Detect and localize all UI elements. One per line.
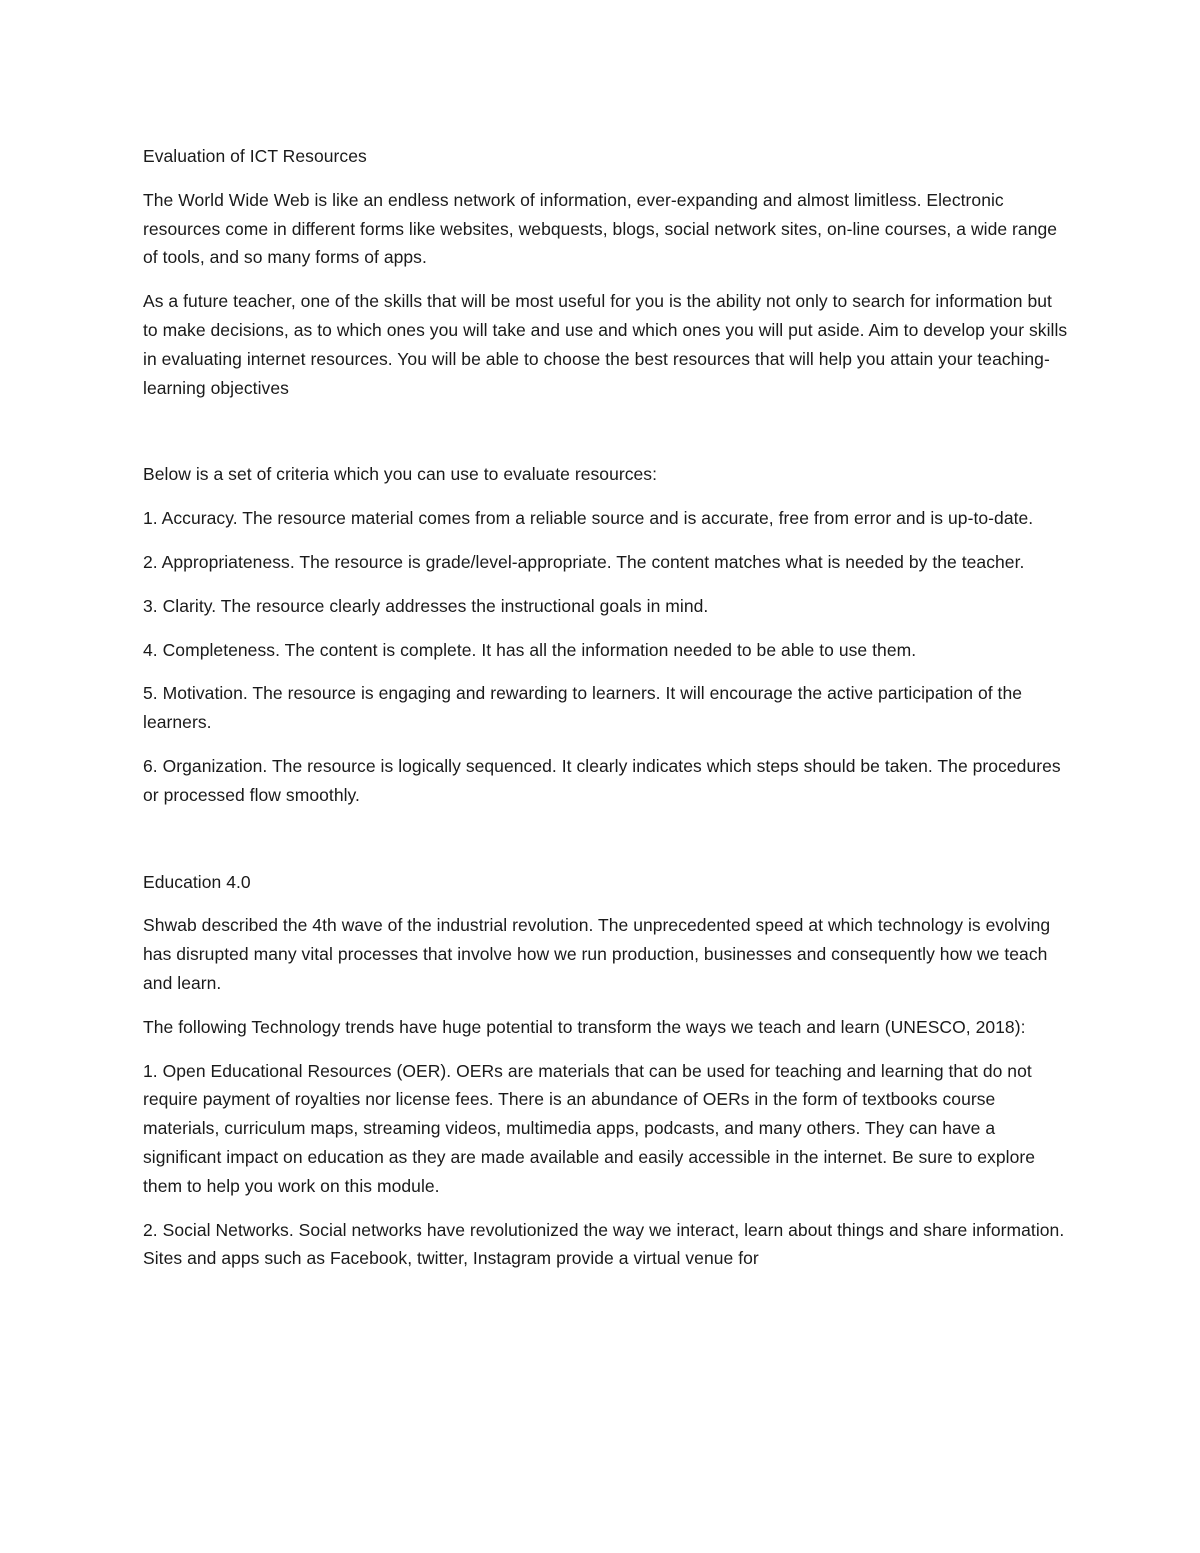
trend-item-social-networks: 2. Social Networks. Social networks have revolutionized the way we interact, learn about things and share information. Sites and apps such as Facebook, twitter, Instagram provide a virtual venue for bbox=[143, 1219, 1065, 1269]
criteria-item-clarity: 3. Clarity. The resource clearly addresses the instructional goals in mind. bbox=[143, 595, 709, 616]
criteria-item-accuracy: 1. Accuracy. The resource material comes from a reliable source and is accurate, free from error and is up-to-date. bbox=[143, 508, 1034, 529]
paragraph-spacer bbox=[143, 825, 1068, 868]
criteria-item-appropriateness: 2. Appropriateness. The resource is grade/level-appropriate. The content matches what is needed by the teacher. bbox=[143, 551, 1025, 572]
criteria-intro: Below is a set of criteria which you can use to evaluate resources: bbox=[143, 464, 658, 485]
section-heading-education-4: Education 4.0 bbox=[143, 871, 251, 892]
paragraph-spacer bbox=[143, 417, 1068, 460]
document-body bbox=[143, 142, 1068, 1288]
trend-item-oer: 1. Open Educational Resources (OER). OERs are materials that can be used for teaching and learning that do not require payment of royalties nor license fees. There is an abundance of OERs in the form of textbooks course materials, curriculum maps, streaming videos, multimedia apps, podcasts, and many others. They can have a significant impact on education as they are made available and easily accessible in the internet. Be sure to explore them to help you work on this module. bbox=[143, 1060, 1036, 1196]
paragraph-future-teacher: As a future teacher, one of the skills that will be most useful for you is the ability not only to search for information but to make decisions, as to which ones you will take and use and which ones you will put aside. Aim to develop your skills in evaluating internet resources. You will be able to choose the best resources that will help you attain your teaching-learning objectives bbox=[143, 291, 1068, 398]
section-heading-ict-resources: Evaluation of ICT Resources bbox=[143, 146, 367, 166]
criteria-item-completeness: 4. Completeness. The content is complete. It has all the information needed to be able to use them. bbox=[143, 639, 917, 660]
criteria-item-organization: 6. Organization. The resource is logically sequenced. It clearly indicates which steps should be taken. The procedures or processed flow smoothly. bbox=[143, 755, 1061, 805]
paragraph-industrial-revolution: Shwab described the 4th wave of the industrial revolution. The unprecedented speed at which technology is evolving has disrupted many vital processes that involve how we run production, businesses and consequently how we teach and learn. bbox=[143, 915, 1051, 993]
paragraph-technology-trends: The following Technology trends have huge potential to transform the ways we teach and learn (UNESCO, 2018): bbox=[143, 1016, 1026, 1037]
paragraph-world-wide-web: The World Wide Web is like an endless network of information, ever-expanding and almost limitless. Electronic resources come in different forms like websites, webquests, blogs, social network sites, on-line courses, a wide range of tools, and so many forms of apps. bbox=[143, 189, 1058, 268]
criteria-item-motivation: 5. Motivation. The resource is engaging and rewarding to learners. It will encourage the active participation of the learners. bbox=[143, 683, 1023, 733]
